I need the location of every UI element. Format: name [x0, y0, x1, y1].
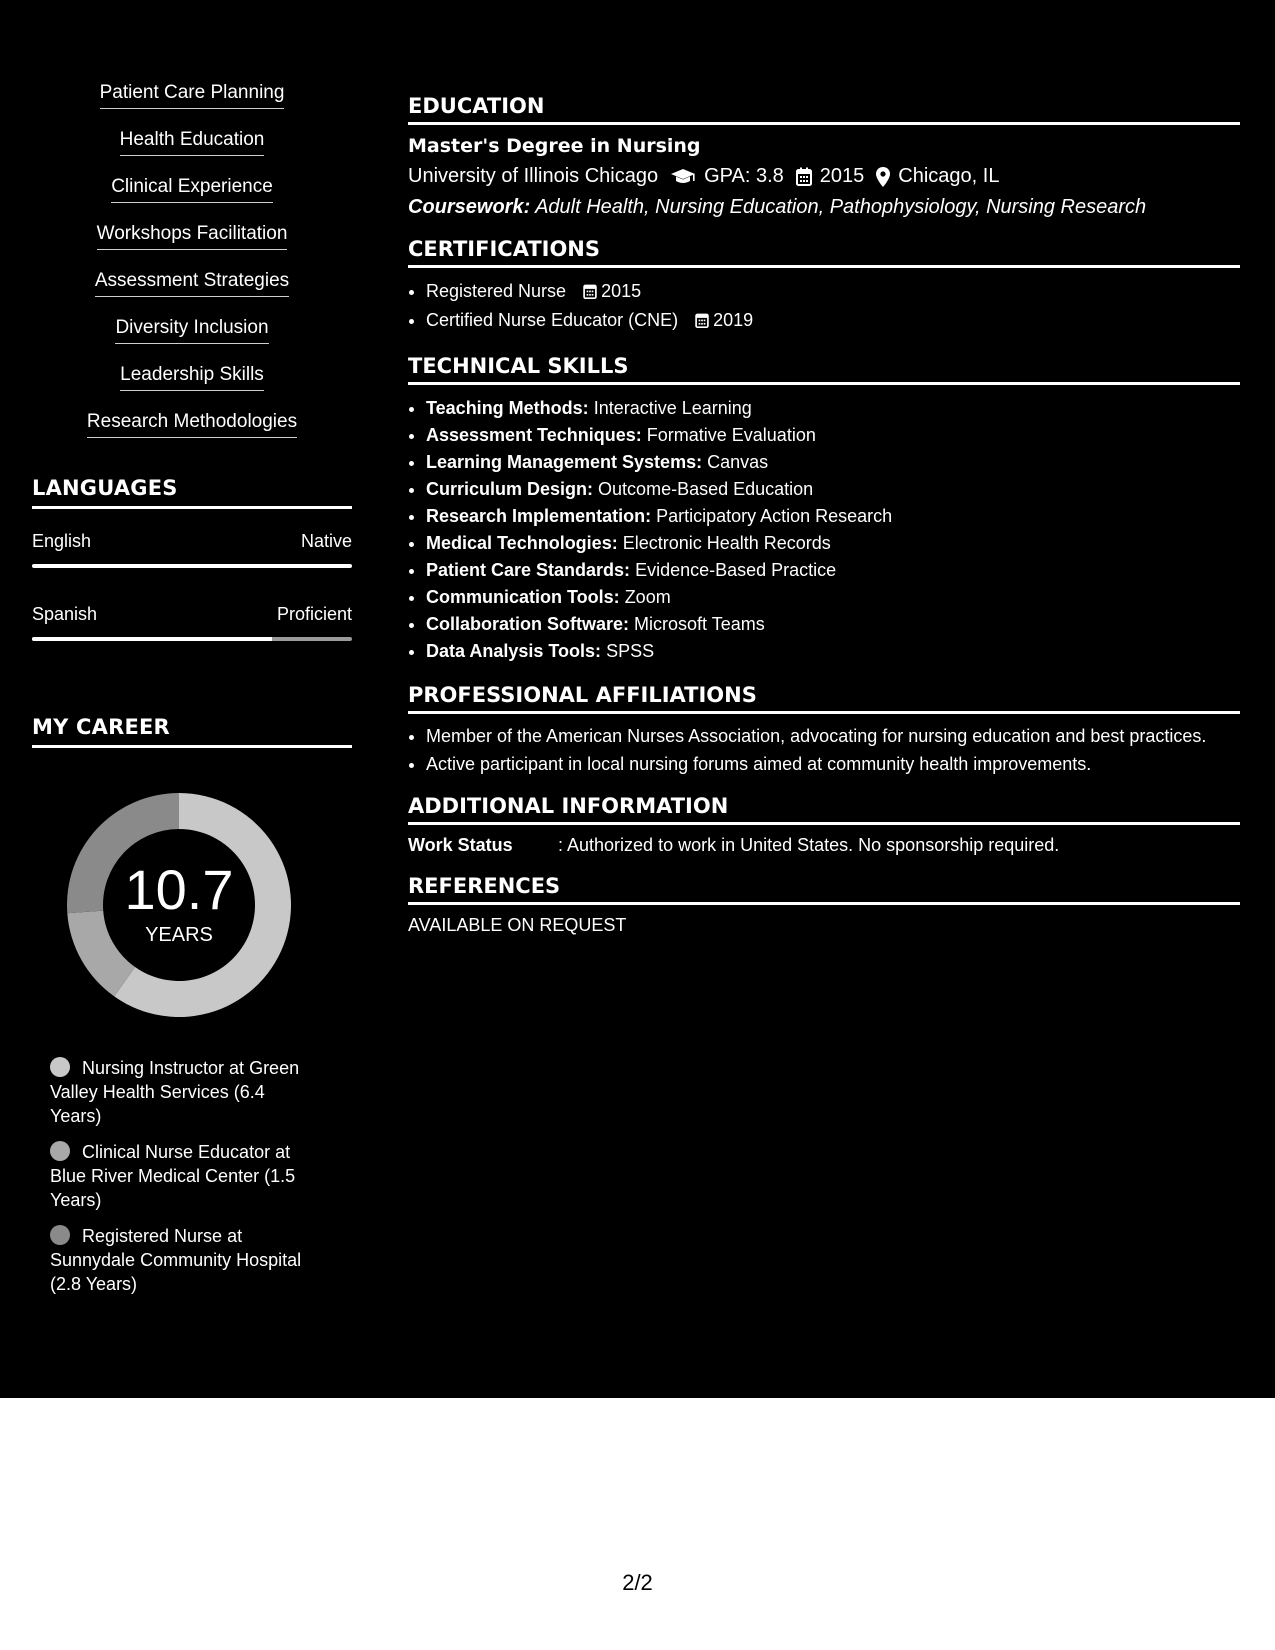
technical-skill-item — [426, 503, 1240, 530]
language-name: Spanish — [32, 604, 98, 624]
career-heading: MY CAREER — [32, 715, 352, 748]
skill-value: Participatory Action Research — [656, 506, 893, 526]
additional-info-heading: ADDITIONAL INFORMATION — [408, 794, 1240, 825]
skill-label: Teaching Methods: — [426, 398, 589, 418]
language-item — [32, 531, 352, 568]
additional-info-section — [408, 794, 1240, 856]
certification-year: 2015 — [601, 281, 642, 301]
skill-value: Interactive Learning — [593, 398, 752, 418]
certifications-list — [408, 278, 1240, 336]
main-content — [408, 94, 1240, 954]
skill-value: Electronic Health Records — [622, 533, 831, 553]
career-legend-item — [50, 1140, 320, 1212]
technical-skills-list — [408, 395, 1240, 665]
education-details — [408, 165, 1240, 188]
certification-name: Certified Nurse Educator (CNE) — [426, 310, 679, 330]
language-proficiency-bar — [32, 637, 352, 641]
location-pin-icon — [876, 167, 890, 187]
career-donut-center — [64, 790, 294, 1020]
skill-value: Formative Evaluation — [646, 425, 816, 445]
technical-skills-heading: TECHNICAL SKILLS — [408, 354, 1240, 385]
sidebar — [32, 82, 352, 1308]
legend-dot — [50, 1225, 70, 1245]
affiliation-item: • Member of the American Nurses Association, advocating for nursing education and best practices. — [426, 724, 1240, 748]
technical-skill-item — [426, 530, 1240, 557]
affiliations-list — [408, 724, 1240, 776]
legend-dot — [50, 1141, 70, 1161]
skill-value: Evidence-Based Practice — [635, 560, 837, 580]
skill-label: Communication Tools: — [426, 587, 620, 607]
certifications-section — [408, 237, 1240, 336]
language-proficiency-fill — [32, 564, 352, 568]
skill-label: Research Implementation: — [426, 506, 652, 526]
skill-label: Curriculum Design: — [426, 479, 594, 499]
skill-tag[interactable]: Workshops Facilitation — [97, 223, 288, 250]
references-heading: REFERENCES — [408, 874, 1240, 905]
skill-value: Canvas — [707, 452, 769, 472]
certification-item — [426, 307, 1240, 336]
skill-label: Collaboration Software: — [426, 614, 630, 634]
coursework-label: Coursework: — [408, 196, 531, 218]
affiliations-section — [408, 683, 1240, 776]
education-heading: EDUCATION — [408, 94, 1240, 125]
language-name: English — [32, 531, 92, 551]
skill-value: Microsoft Teams — [634, 614, 765, 634]
skill-value: Outcome-Based Education — [598, 479, 814, 499]
skill-value: SPSS — [606, 641, 655, 661]
calendar-icon — [583, 280, 597, 307]
technical-skill-item — [426, 611, 1240, 638]
skill-tag[interactable]: Patient Care Planning — [100, 82, 285, 109]
skill-tag[interactable]: Leadership Skills — [120, 364, 264, 391]
education-section — [408, 94, 1240, 219]
degree-title: Master's Degree in Nursing — [408, 135, 701, 157]
technical-skill-item — [426, 422, 1240, 449]
career-legend — [50, 1056, 320, 1296]
page-number: 2/2 — [622, 1570, 653, 1595]
skill-tag[interactable]: Diversity Inclusion — [115, 317, 268, 344]
skill-label: Data Analysis Tools: — [426, 641, 602, 661]
affiliations-heading: PROFESSIONAL AFFILIATIONS — [408, 683, 1240, 714]
career-legend-item — [50, 1224, 320, 1296]
technical-skill-item — [426, 557, 1240, 584]
skill-label: Assessment Techniques: — [426, 425, 642, 445]
technical-skill-item — [426, 584, 1240, 611]
skill-tag[interactable]: Clinical Experience — [111, 176, 273, 203]
affiliation-item: • Active participant in local nursing forums aimed at community health improvements. — [426, 752, 1240, 776]
gpa: GPA: 3.8 — [704, 165, 784, 187]
technical-skill-item — [426, 449, 1240, 476]
career-legend-text: Registered Nurse at Sunnydale Community Hospital (2.8 Years) — [50, 1226, 302, 1294]
career-donut — [64, 790, 294, 1020]
skill-label: Medical Technologies: — [426, 533, 618, 553]
certifications-heading: CERTIFICATIONS — [408, 237, 1240, 268]
language-level: Proficient — [276, 604, 352, 624]
school-location: Chicago, IL — [898, 165, 1000, 187]
legend-dot — [50, 1057, 70, 1077]
career-legend-item — [50, 1056, 320, 1128]
work-status-label: Work Status — [408, 835, 513, 855]
skill-tag[interactable]: Research Methodologies — [87, 411, 297, 438]
career-total-unit: YEARS — [145, 923, 213, 946]
technical-skill-item — [426, 395, 1240, 422]
graduation-year: 2015 — [819, 165, 865, 187]
skill-tag[interactable]: Assessment Strategies — [95, 270, 289, 297]
work-status-value: : Authorized to work in United States. No sponsorship required. — [558, 835, 1060, 855]
career-legend-text: Clinical Nurse Educator at Blue River Medical Center (1.5 Years) — [50, 1142, 296, 1210]
language-proficiency-fill — [32, 637, 272, 641]
coursework-list: Adult Health, Nursing Education, Pathophysiology, Nursing Research — [535, 196, 1147, 218]
certification-year: 2019 — [713, 310, 754, 330]
school-name: University of Illinois Chicago — [408, 165, 659, 187]
graduation-cap-icon — [670, 168, 696, 186]
language-proficiency-bar — [32, 564, 352, 568]
skill-label: Learning Management Systems: — [426, 452, 703, 472]
technical-skill-item — [426, 638, 1240, 665]
references-text: AVAILABLE ON REQUEST — [408, 915, 627, 935]
certification-name: Registered Nurse — [426, 281, 567, 301]
language-item — [32, 604, 352, 641]
skill-tag[interactable]: Health Education — [120, 129, 265, 156]
references-section — [408, 874, 1240, 936]
technical-skill-item — [426, 476, 1240, 503]
languages-heading: LANGUAGES — [32, 476, 352, 509]
technical-skills-section — [408, 354, 1240, 665]
skill-value: Zoom — [624, 587, 671, 607]
language-level: Native — [300, 531, 352, 551]
certification-item — [426, 278, 1240, 307]
career-total-years: 10.7 — [124, 857, 234, 921]
coursework — [408, 196, 1240, 219]
work-status-row — [408, 835, 1240, 856]
skills-list — [32, 82, 352, 438]
career-legend-text: Nursing Instructor at Green Valley Health Services (6.4 Years) — [50, 1058, 300, 1126]
calendar-icon — [695, 309, 709, 336]
calendar-icon — [796, 167, 812, 186]
skill-label: Patient Care Standards: — [426, 560, 631, 580]
